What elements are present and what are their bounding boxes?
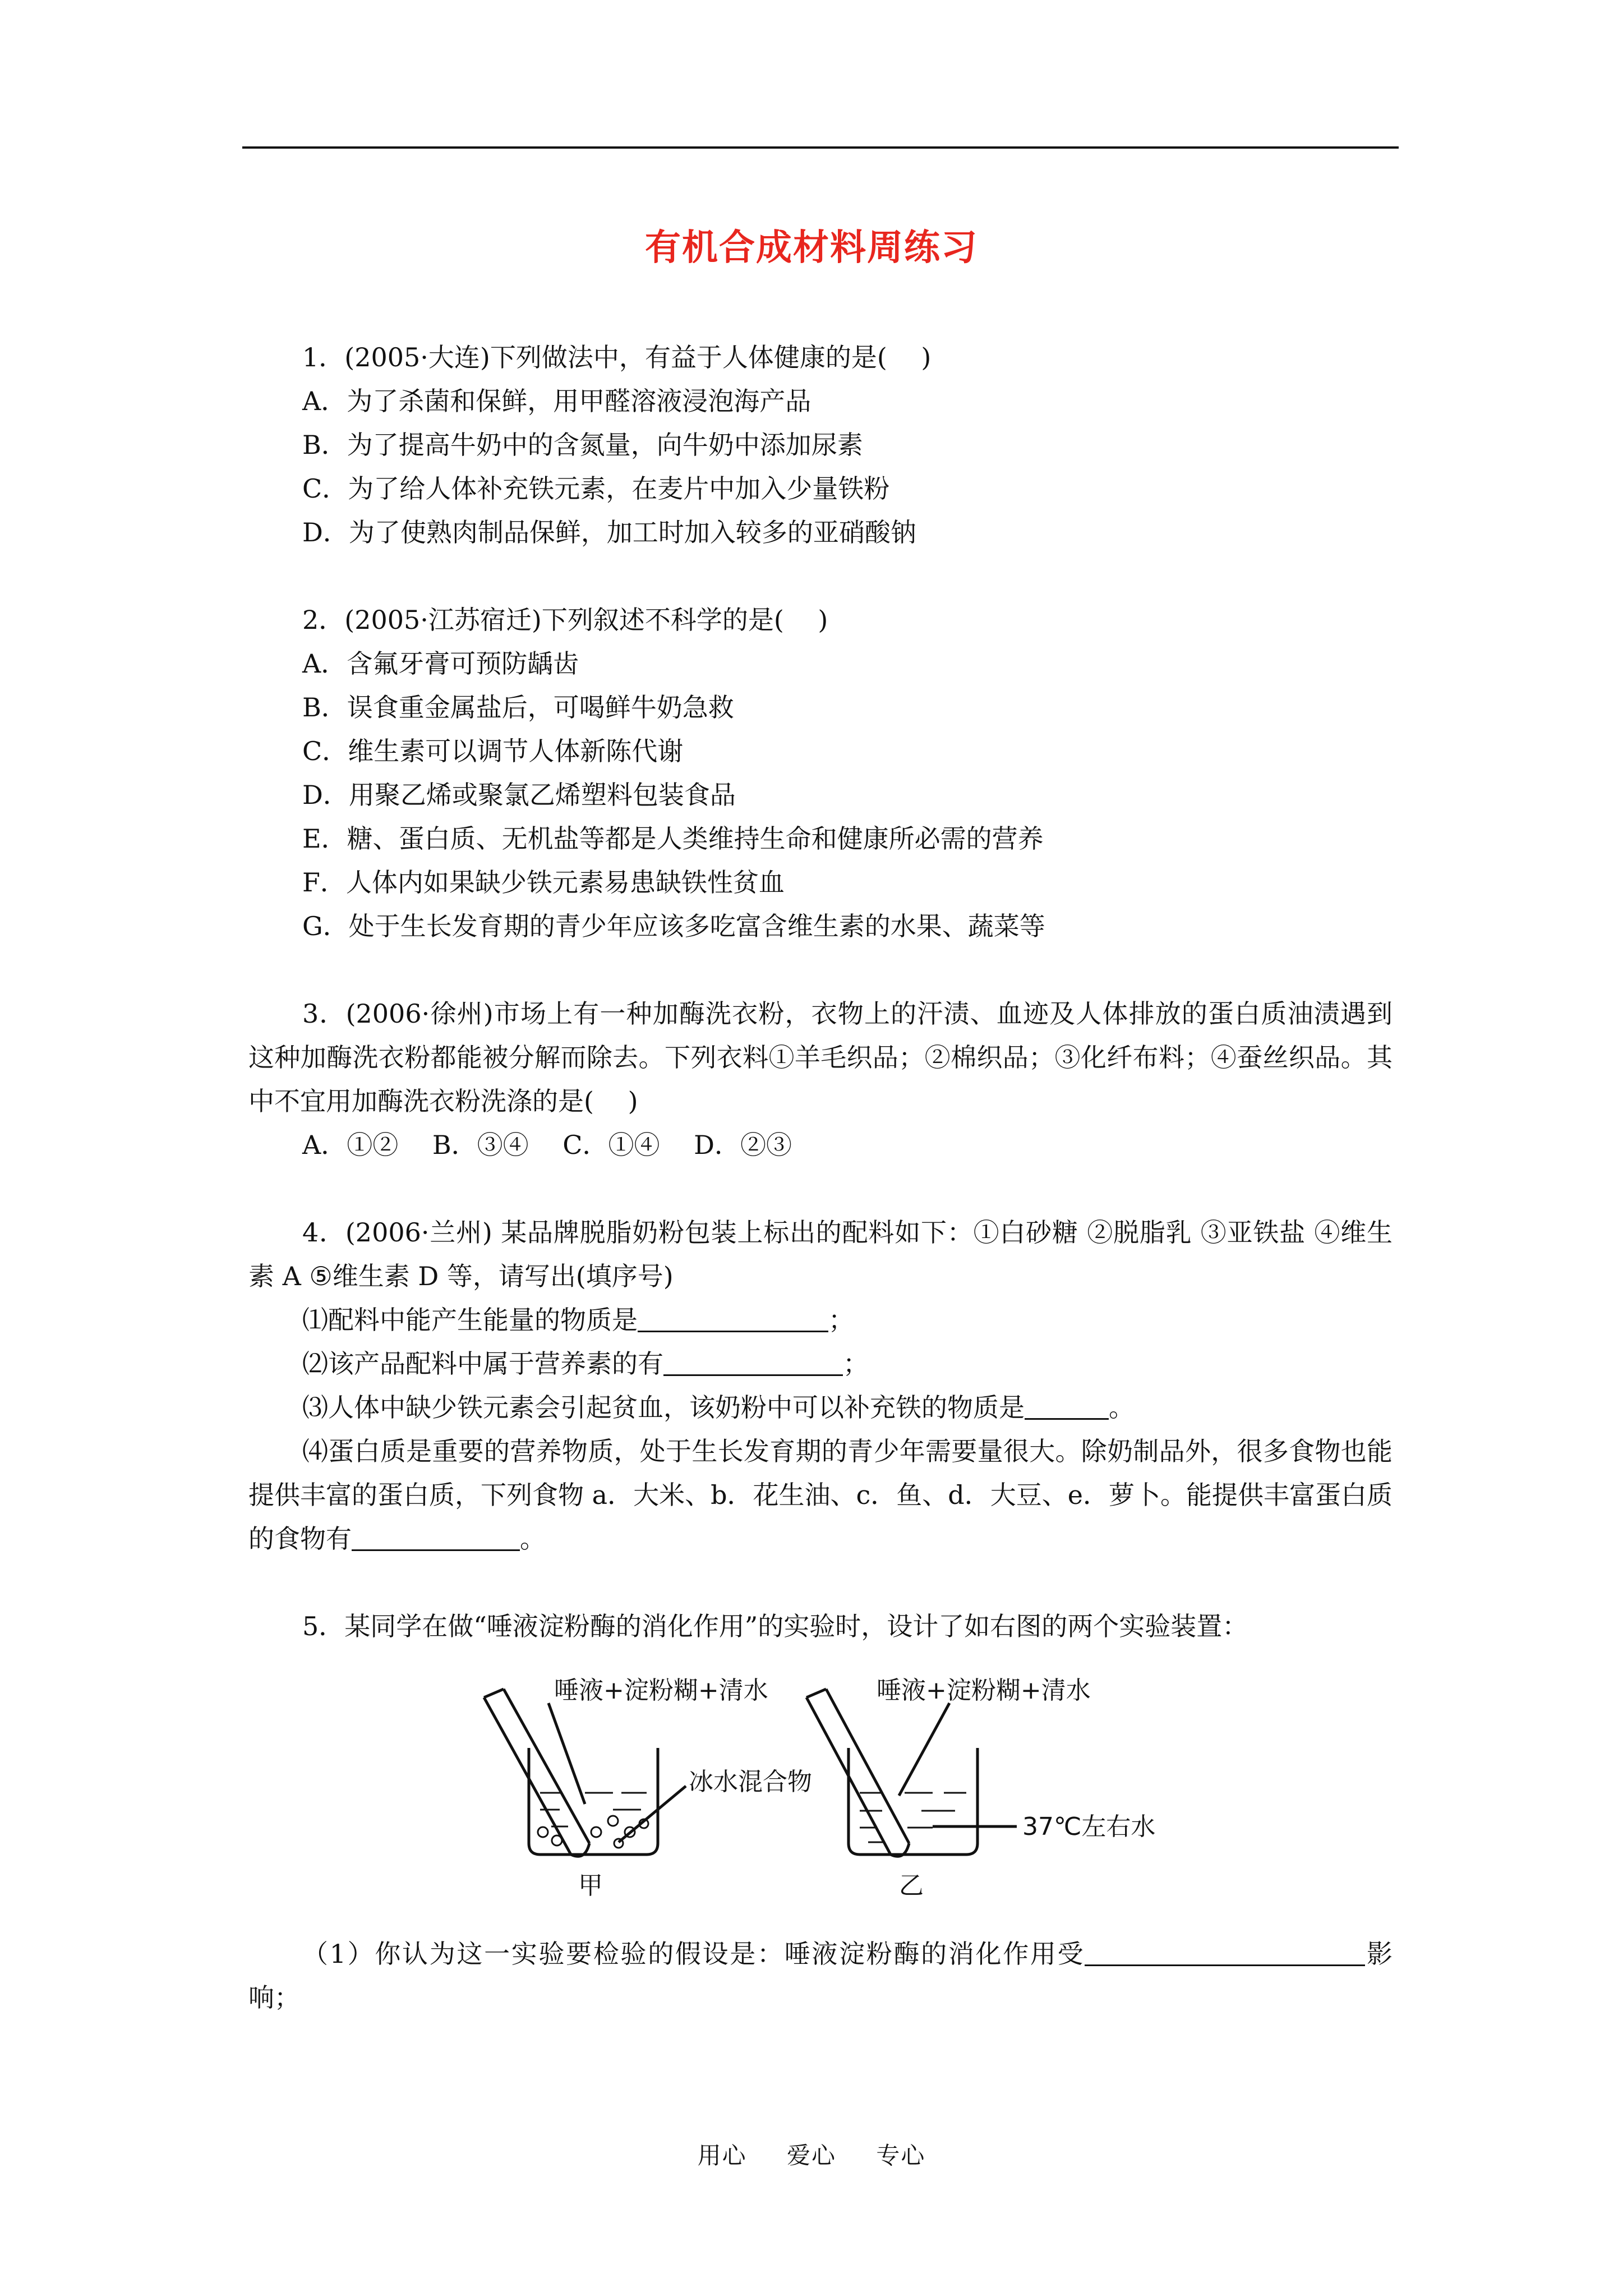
caption-b: 乙 — [899, 1871, 924, 1899]
question-5 — [248, 1604, 1393, 2019]
sub-question-text: ⑵该产品配料中属于营养素的有 — [302, 1349, 663, 1379]
label-b-top: 唾液+淀粉糊+清水 — [877, 1676, 1091, 1705]
question-4 — [248, 1211, 1393, 1561]
answer-blank[interactable] — [1025, 1392, 1109, 1420]
answer-blank[interactable] — [638, 1305, 828, 1332]
option-a: A．为了杀菌和保鲜，用甲醛溶液浸泡海产品 — [302, 386, 811, 416]
answer-blank[interactable] — [352, 1524, 520, 1551]
question-stem: 3．(2006·徐州)市场上有一种加酶洗衣粉，衣物上的汗渍、血迹及人体排放的蛋白质油渍遇到这种加酶洗衣粉都能被分解而除去。下列衣料①羊毛织品；②棉织品；③化纤布料；④蚕丝织品。其中不宜用加酶洗衣粉洗涤的是( ) — [248, 999, 1393, 1116]
footer-item: 爱心 — [786, 2142, 836, 2169]
option-b: B．误食重金属盐后，可喝鲜牛奶急救 — [302, 692, 734, 723]
option-e: E．糖、蛋白质、无机盐等都是人类维持生命和健康所必需的营养 — [302, 823, 1044, 854]
option-c: C．维生素可以调节人体新陈代谢 — [302, 736, 684, 766]
sub-question-text: ⑴配料中能产生能量的物质是 — [302, 1305, 638, 1335]
sub-question-1: （1）你认为这一实验要检验的假设是：唾液淀粉酶的消化作用受 影响； — [248, 1939, 1393, 2013]
sub-question-3: ⑶人体中缺少铁元素会引起贫血，该奶粉中可以补充铁的物质是 。 — [302, 1392, 1135, 1423]
experiment-figure — [248, 1664, 1393, 1899]
option-d: D．为了使熟肉制品保鲜，加工时加入较多的亚硝酸钠 — [302, 517, 916, 547]
sub-question-4: ⑷蛋白质是重要的营养物质，处于生长发育期的青少年需要量很大。除奶制品外，很多食物也能提供丰富的蛋白质，下列食物 a．大米、b．花生油、c．鱼、d．大豆、e．萝卜。能提供丰富蛋白质的食物有 。 — [248, 1436, 1393, 1554]
question-stem: 2．(2005·江苏宿迁)下列叙述不科学的是( ) — [302, 605, 828, 635]
worksheet-body — [248, 335, 1393, 2019]
answer-blank[interactable] — [1085, 1939, 1365, 1966]
footer-item: 用心 — [697, 2142, 747, 2169]
test-tube-b — [806, 1689, 909, 1855]
page-footer — [0, 2137, 1623, 2171]
caption-a: 甲 — [578, 1871, 603, 1899]
header-rule — [242, 146, 1399, 149]
question-2 — [248, 598, 1393, 948]
options-row: A．①② B．③④ C．①④ D．②③ — [302, 1130, 792, 1160]
option-b: B．为了提高牛奶中的含氮量，向牛奶中添加尿素 — [302, 430, 863, 460]
label-b-side: 37℃左右水 — [1022, 1812, 1156, 1841]
footer-item: 专心 — [876, 2142, 926, 2169]
option-d: D．用聚乙烯或聚氯乙烯塑料包装食品 — [302, 780, 736, 810]
label-a-top: 唾液+淀粉糊+清水 — [554, 1676, 768, 1705]
sub-question-text: ⑷蛋白质是重要的营养物质，处于生长发育期的青少年需要量很大。除奶制品外，很多食物也能提供丰富的蛋白质，下列食物 a．大米、b．花生油、c．鱼、d．大豆、e．萝卜。能提供丰富蛋白质的食物有 — [248, 1436, 1393, 1554]
question-stem: 5．某同学在做“唾液淀粉酶的消化作用”的实验时，设计了如右图的两个实验装置： — [302, 1611, 1248, 1641]
answer-blank[interactable] — [663, 1349, 843, 1376]
question-stem: 1．(2005·大连)下列做法中，有益于人体健康的是( ) — [302, 342, 932, 372]
beaker-a — [529, 1748, 658, 1855]
option-c: C．为了给人体补充铁元素，在麦片中加入少量铁粉 — [302, 473, 890, 504]
option-a: A．含氟牙膏可预防龋齿 — [302, 648, 579, 679]
option-g: G．处于生长发育期的青少年应该多吃富含维生素的水果、蔬菜等 — [302, 911, 1045, 941]
page-title: 有机合成材料周练习 — [645, 227, 978, 269]
option-f: F．人体内如果缺少铁元素易患缺铁性贫血 — [302, 867, 785, 898]
label-a-side: 冰水混合物 — [689, 1768, 812, 1796]
sub-question-1: ⑴配料中能产生能量的物质是 ； — [302, 1305, 854, 1335]
question-stem: 4．(2006·兰州) 某品牌脱脂奶粉包装上标出的配料如下：①白砂糖 ②脱脂乳 ③亚铁盐 ④维生素 A ⑤维生素 D 等，请写出(填序号) — [248, 1217, 1393, 1291]
sub-question-2: ⑵该产品配料中属于营养素的有 ； — [302, 1349, 869, 1379]
question-3 — [248, 992, 1393, 1167]
experiment-diagram — [450, 1664, 1404, 1899]
sub-question-text: ⑶人体中缺少铁元素会引起贫血，该奶粉中可以补充铁的物质是 — [302, 1392, 1025, 1423]
question-1 — [248, 335, 1393, 554]
sub-question-text: （1）你认为这一实验要检验的假设是：唾液淀粉酶的消化作用受 — [302, 1939, 1085, 1969]
